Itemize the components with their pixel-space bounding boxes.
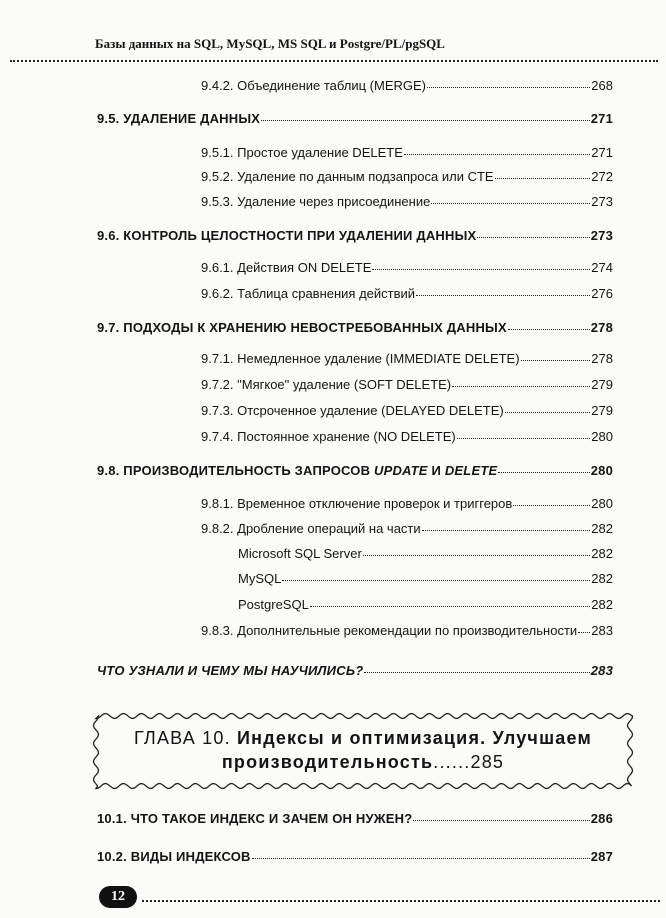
leader-dots — [513, 505, 590, 506]
toc-title-keyword: DELETE — [444, 463, 498, 478]
toc-entry[interactable] — [201, 496, 613, 511]
toc-entry-title: 9.7.2. "Мягкое" удаление (SOFT DELETE) — [201, 377, 452, 392]
toc-entry-title — [97, 463, 497, 478]
chapter-heading-box[interactable] — [92, 712, 634, 790]
toc-entry[interactable] — [201, 145, 613, 160]
toc-entry[interactable] — [201, 286, 613, 301]
toc-section[interactable] — [97, 228, 613, 243]
toc-entry[interactable] — [201, 78, 613, 93]
toc-entry-page: 280 — [591, 496, 613, 511]
toc-entry-page: 279 — [591, 377, 613, 392]
toc-entry-title: MySQL — [238, 571, 282, 586]
toc-entry-page: 286 — [590, 811, 613, 826]
toc-entry[interactable] — [201, 169, 613, 184]
leader-dots — [505, 412, 591, 413]
leader-dots — [372, 269, 590, 270]
leader-dots — [431, 203, 590, 204]
toc-entry[interactable] — [201, 521, 613, 536]
toc-entry-page: 283 — [591, 623, 613, 638]
chapter-heading — [92, 726, 634, 774]
toc-entry-title: 10.1. ЧТО ТАКОЕ ИНДЕКС И ЗАЧЕМ ОН НУЖЕН? — [97, 811, 413, 826]
leader-dots — [457, 438, 591, 439]
leader-dots — [427, 87, 590, 88]
leader-dots — [477, 237, 589, 238]
toc-entry[interactable] — [238, 546, 613, 561]
toc-entry-page: 282 — [591, 546, 613, 561]
page-number-badge: 12 — [99, 886, 137, 908]
chapter-page: 285 — [470, 752, 505, 772]
leader-dots — [452, 386, 590, 387]
toc-entry-page: 287 — [590, 849, 613, 864]
toc-entry[interactable] — [201, 623, 613, 638]
toc-title-part: И — [427, 463, 445, 478]
toc-entry-title: 9.5.3. Удаление через присоединение — [201, 194, 431, 209]
toc-entry-title: 9.5.2. Удаление по данным подзапроса или CTE — [201, 169, 494, 184]
toc-entry-title: 9.6. КОНТРОЛЬ ЦЕЛОСТНОСТИ ПРИ УДАЛЕНИИ ДАННЫХ — [97, 228, 477, 243]
toc-entry-title: PostgreSQL — [238, 597, 309, 612]
toc-entry-page: 278 — [590, 320, 613, 335]
leader-dots — [578, 632, 590, 633]
toc-entry-title: 9.7.3. Отсроченное удаление (DELAYED DELETE) — [201, 403, 504, 418]
leader-dots — [498, 472, 589, 473]
toc-entry-title: 9.5.1. Простое удаление DELETE — [201, 145, 403, 160]
toc-entry-page: 278 — [591, 351, 613, 366]
toc-entry-page: 271 — [591, 145, 613, 160]
leader-dots — [261, 120, 590, 121]
leader-dots — [508, 329, 590, 330]
chapter-title-line1: Индексы и оптимизация. Улучшаем — [237, 728, 592, 748]
toc-entry-title: 9.8.1. Временное отключение проверок и триггеров — [201, 496, 513, 511]
toc-entry-page: 271 — [590, 111, 613, 126]
toc-entry[interactable] — [238, 571, 613, 586]
toc-entry-title: 9.7. ПОДХОДЫ К ХРАНЕНИЮ НЕВОСТРЕБОВАННЫХ ДАННЫХ — [97, 320, 507, 335]
toc-entry-title: Microsoft SQL Server — [238, 546, 362, 561]
toc-entry-page: 282 — [591, 597, 613, 612]
toc-section[interactable] — [97, 320, 613, 335]
toc-entry-page: 283 — [590, 663, 613, 678]
header-divider — [10, 60, 658, 62]
leader-dots — [495, 178, 591, 179]
toc-entry-page: 282 — [591, 521, 613, 536]
toc-entry[interactable] — [201, 194, 613, 209]
chapter-label: ГЛАВА 10. — [134, 728, 231, 748]
toc-entry[interactable] — [201, 351, 613, 366]
toc-title-keyword: UPDATE — [373, 463, 428, 478]
leader-dots — [422, 530, 591, 531]
toc-entry-title: ЧТО УЗНАЛИ И ЧЕМУ МЫ НАУЧИЛИСЬ? — [97, 663, 364, 678]
toc-entry-title: 9.7.4. Постоянное хранение (NO DELETE) — [201, 429, 456, 444]
toc-entry-title: 10.2. ВИДЫ ИНДЕКСОВ — [97, 849, 251, 864]
footer-divider — [142, 900, 660, 902]
leader-dots — [416, 295, 590, 296]
toc-entry-page: 274 — [591, 260, 613, 275]
toc-section[interactable] — [97, 849, 613, 864]
toc-title-part: 9.8. ПРОИЗВОДИТЕЛЬНОСТЬ ЗАПРОСОВ — [97, 463, 374, 478]
toc-section[interactable] — [97, 811, 613, 826]
chapter-title-line2: производительность — [221, 752, 434, 772]
toc-entry-page: 279 — [591, 403, 613, 418]
toc-section[interactable] — [97, 111, 613, 126]
toc-entry-page: 280 — [590, 463, 613, 478]
running-header: Базы данных на SQL, MySQL, MS SQL и Postgre/PL/pgSQL — [95, 36, 445, 51]
toc-entry-page: 276 — [591, 286, 613, 301]
toc-entry-title: 9.7.1. Немедленное удаление (IMMEDIATE DELETE) — [201, 351, 520, 366]
toc-entry[interactable] — [201, 377, 613, 392]
toc-entry-title: 9.6.2. Таблица сравнения действий — [201, 286, 416, 301]
toc-entry[interactable] — [238, 597, 613, 612]
toc-entry-page: 272 — [591, 169, 613, 184]
leader-dots — [310, 606, 590, 607]
leader-dots — [364, 672, 589, 673]
toc-entry-title: 9.5. УДАЛЕНИЕ ДАННЫХ — [97, 111, 261, 126]
leader-dots — [282, 580, 590, 581]
leader-dots — [363, 555, 591, 556]
chapter-dots: ...... — [433, 752, 471, 772]
toc-entry-title: 9.6.1. Действия ON DELETE — [201, 260, 372, 275]
toc-entry-page: 268 — [591, 78, 613, 93]
toc-entry-title: 9.8.3. Дополнительные рекомендации по производительности — [201, 623, 578, 638]
leader-dots — [404, 154, 590, 155]
leader-dots — [521, 360, 591, 361]
toc-entry-title: 9.4.2. Объединение таблиц (MERGE) — [201, 78, 427, 93]
toc-entry-title: 9.8.2. Дробление операций на части — [201, 521, 421, 536]
leader-dots — [413, 820, 589, 821]
toc-section[interactable] — [97, 463, 613, 478]
toc-entry-page: 273 — [590, 228, 613, 243]
leader-dots — [252, 858, 590, 859]
toc-summary[interactable] — [97, 663, 613, 678]
toc-entry[interactable] — [201, 260, 613, 275]
toc-entry-page: 282 — [591, 571, 613, 586]
toc-entry[interactable] — [201, 429, 613, 444]
toc-entry[interactable] — [201, 403, 613, 418]
toc-entry-page: 280 — [591, 429, 613, 444]
toc-entry-page: 273 — [591, 194, 613, 209]
